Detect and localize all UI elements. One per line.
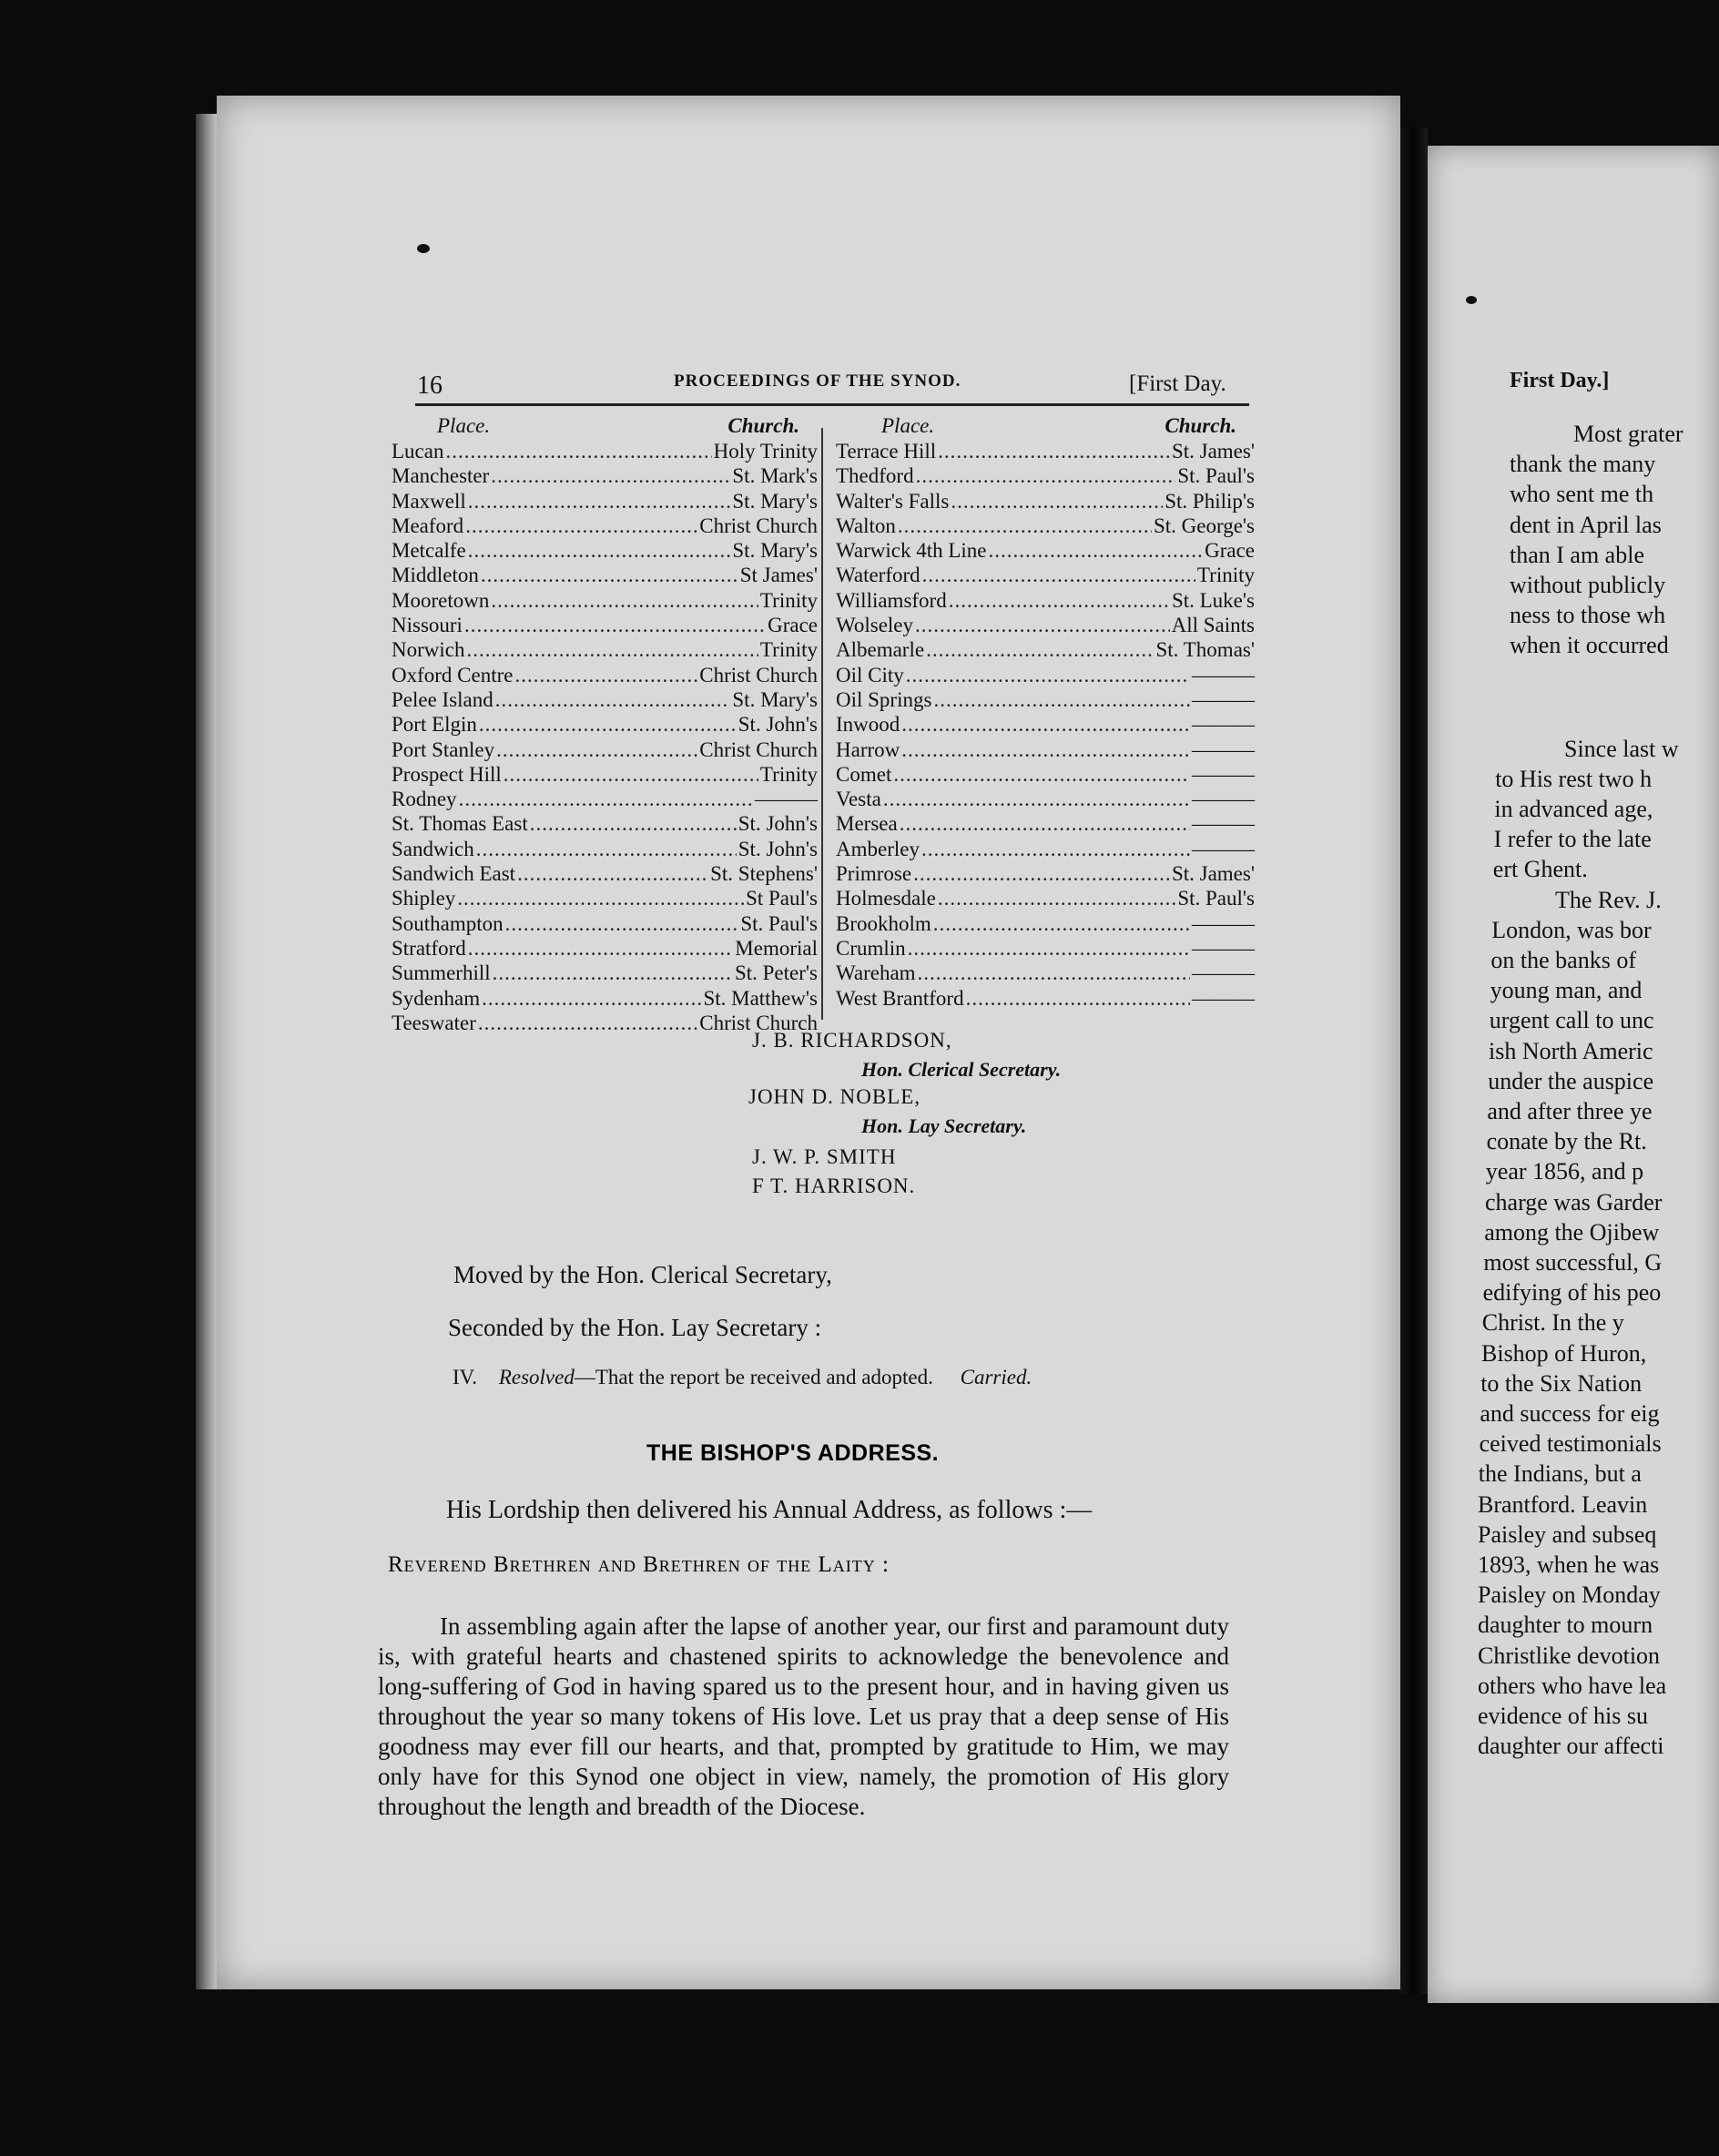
- right-page-line: evidence of his su: [1478, 1703, 1649, 1729]
- church-name: St. Philip's: [1165, 489, 1255, 513]
- leader-dots: [901, 713, 1190, 737]
- leader-dots: [951, 490, 1163, 514]
- church-name: Trinity: [759, 638, 818, 662]
- place-name: Primrose: [836, 862, 912, 886]
- parish-row: [392, 838, 818, 862]
- place-name: Nissouri: [392, 614, 463, 637]
- salutation: Reverend Brethren and Brethren of the Laity :: [388, 1552, 890, 1577]
- parish-row: [836, 763, 1255, 788]
- page-number: 16: [417, 371, 442, 400]
- church-name: ———: [1192, 788, 1255, 811]
- leader-dots: [496, 738, 697, 762]
- right-page-line: and success for eig: [1480, 1400, 1660, 1427]
- place-name: Middleton: [392, 564, 479, 587]
- right-page-line: to the Six Nation: [1480, 1369, 1643, 1397]
- right-page-line: and after three ye: [1487, 1098, 1653, 1124]
- leader-dots: [908, 937, 1190, 961]
- place-name: Oil City: [836, 663, 904, 686]
- leader-dots: [918, 961, 1190, 985]
- parish-row: [392, 440, 818, 464]
- right-page-line: The Rev. J.: [1555, 886, 1662, 913]
- place-name: Teeswater: [392, 1011, 476, 1034]
- parish-row: [392, 664, 818, 688]
- place-header: Place.: [881, 414, 935, 437]
- place-name: Holmesdale: [836, 887, 936, 910]
- leader-dots: [503, 763, 758, 787]
- parish-row: [392, 464, 818, 489]
- parish-row: [392, 490, 818, 514]
- parish-row: [836, 514, 1255, 539]
- church-name: St. John's: [737, 837, 818, 860]
- place-name: Prospect Hill: [392, 762, 502, 786]
- leader-dots: [491, 464, 730, 488]
- leader-dots: [465, 514, 697, 538]
- leader-dots: [921, 838, 1190, 861]
- right-page-line: others who have lea: [1478, 1672, 1667, 1699]
- column-header: [836, 414, 1255, 440]
- parish-row: [836, 614, 1255, 638]
- carried-label: Carried.: [960, 1366, 1032, 1388]
- parish-row: [392, 788, 818, 812]
- place-name: Wolseley: [836, 614, 914, 637]
- church-name: ———: [1192, 911, 1255, 935]
- right-page-line: to His rest two h: [1495, 765, 1653, 792]
- leader-dots: [445, 440, 711, 463]
- place-name: Oxford Centre: [392, 663, 514, 686]
- place-name: Maxwell: [392, 489, 466, 513]
- parish-row: [836, 638, 1255, 663]
- church-name: Christ Church: [699, 514, 818, 537]
- parish-row: [836, 440, 1255, 464]
- church-name: St. Mary's: [732, 687, 818, 711]
- leader-dots: [922, 564, 1195, 587]
- church-name: St. John's: [737, 812, 818, 836]
- right-page-line: ish North Americ: [1489, 1037, 1653, 1064]
- parish-row: [836, 838, 1255, 862]
- right-page-line: Brantford. Leavin: [1478, 1490, 1648, 1518]
- signatory-name: JOHN D. NOBLE,: [748, 1085, 921, 1108]
- right-page-line: I refer to the late: [1493, 826, 1652, 853]
- leader-dots: [515, 664, 698, 687]
- church-name: St. Luke's: [1171, 588, 1255, 612]
- church-name: Christ Church: [699, 663, 818, 686]
- right-page-line: Christ. In the y: [1481, 1309, 1624, 1337]
- church-name: St. Matthew's: [703, 986, 818, 1010]
- place-name: Manchester: [392, 464, 490, 488]
- ink-speck: [1466, 296, 1477, 304]
- leader-dots: [915, 614, 1170, 637]
- place-name: Port Elgin: [392, 713, 477, 737]
- parish-row: [836, 539, 1255, 564]
- leader-dots: [495, 688, 731, 712]
- leader-dots: [479, 713, 737, 737]
- ink-speck: [417, 244, 430, 253]
- leader-dots: [933, 688, 1190, 712]
- right-page-line: Paisley and subseq: [1478, 1520, 1657, 1548]
- place-name: Inwood: [836, 713, 900, 737]
- parish-row: [392, 987, 818, 1012]
- church-name: ———: [755, 788, 818, 811]
- parish-row: [392, 961, 818, 986]
- right-page-line: Paisley on Monday: [1478, 1581, 1661, 1609]
- right-page-line: ness to those wh: [1510, 602, 1666, 629]
- right-page-line: most successful, G: [1483, 1249, 1663, 1276]
- leader-dots: [938, 440, 1170, 463]
- place-name: Pelee Island: [392, 687, 493, 711]
- church-name: St. Mark's: [732, 464, 818, 488]
- right-page-line: Since last w: [1564, 735, 1679, 762]
- place-name: Mersea: [836, 812, 898, 836]
- right-page-line: edifying of his peo: [1482, 1279, 1662, 1307]
- column-header: [392, 414, 818, 440]
- parish-row: [392, 638, 818, 663]
- right-page-line: dent in April las: [1510, 511, 1662, 538]
- leader-dots: [900, 812, 1190, 836]
- parish-row: [392, 887, 818, 911]
- right-page-line: when it occurred: [1510, 632, 1669, 659]
- parish-row: [836, 862, 1255, 887]
- church-name: Trinity: [759, 762, 818, 786]
- place-name: Walton: [836, 514, 896, 537]
- church-name: St. Thomas': [1155, 638, 1255, 662]
- leader-dots: [988, 539, 1203, 563]
- resolution-text: —That the report be received and adopted.: [574, 1366, 933, 1388]
- parish-row: [392, 589, 818, 614]
- leader-dots: [933, 912, 1190, 936]
- right-page-line: daughter to mourn: [1478, 1612, 1653, 1639]
- place-name: Sandwich: [392, 837, 474, 860]
- parish-row: [836, 688, 1255, 713]
- parish-row: [836, 464, 1255, 489]
- parish-row: [836, 987, 1255, 1012]
- place-name: Comet: [836, 762, 892, 786]
- place-name: Crumlin: [836, 936, 906, 960]
- place-name: Rodney: [392, 788, 457, 811]
- church-name: ———: [1192, 687, 1255, 711]
- place-name: Terrace Hill: [836, 440, 937, 463]
- right-page-header: First Day.]: [1510, 369, 1610, 392]
- church-header: Church.: [727, 414, 799, 437]
- header-rule: [415, 403, 1249, 406]
- signatory-name: F T. HARRISON.: [752, 1175, 916, 1197]
- right-page-line: conate by the Rt.: [1486, 1128, 1647, 1155]
- church-name: St. Stephens': [710, 862, 818, 886]
- parish-row: [392, 738, 818, 763]
- leader-dots: [468, 539, 731, 563]
- right-page-line: the Indians, but a: [1478, 1460, 1642, 1488]
- leader-dots: [481, 564, 738, 587]
- motion-moved: Moved by the Hon. Clerical Secretary,: [453, 1261, 832, 1288]
- leader-dots: [926, 638, 1154, 662]
- right-page-line: year 1856, and p: [1485, 1158, 1644, 1185]
- section-heading: THE BISHOP'S ADDRESS.: [646, 1440, 940, 1466]
- church-name: Trinity: [1196, 564, 1255, 587]
- place-name: Norwich: [392, 638, 465, 662]
- signatory-name: J. B. RICHARDSON,: [752, 1029, 952, 1052]
- leader-dots: [491, 589, 758, 613]
- church-name: St. Peter's: [734, 961, 818, 985]
- leader-dots: [530, 812, 737, 836]
- leader-dots: [938, 887, 1175, 910]
- church-name: St. Mary's: [732, 539, 818, 563]
- parish-row: [392, 862, 818, 887]
- leader-dots: [493, 961, 733, 985]
- place-name: Lucan: [392, 440, 444, 463]
- leader-dots: [466, 638, 758, 662]
- parish-row: [392, 937, 818, 961]
- place-name: Walter's Falls: [836, 489, 950, 513]
- parish-row: [836, 713, 1255, 737]
- right-page-line: without publicly: [1510, 572, 1666, 598]
- leader-dots: [459, 788, 753, 811]
- place-name: Warwick 4th Line: [836, 539, 987, 563]
- motion-seconded: Seconded by the Hon. Lay Secretary :: [448, 1314, 822, 1341]
- place-header: Place.: [437, 414, 491, 437]
- church-name: ———: [1192, 837, 1255, 860]
- church-name: St. James': [1171, 862, 1255, 886]
- column-divider: [821, 428, 823, 1020]
- church-header: Church.: [1165, 414, 1236, 437]
- signatory-role: Hon. Lay Secretary.: [861, 1114, 1027, 1137]
- church-name: All Saints: [1171, 614, 1255, 637]
- right-page-line: London, was bor: [1491, 916, 1652, 943]
- right-page-line: Bishop of Huron,: [1481, 1339, 1647, 1367]
- parish-row: [836, 912, 1255, 937]
- leader-dots: [949, 589, 1170, 613]
- leader-dots: [893, 763, 1190, 787]
- leader-dots: [898, 514, 1152, 538]
- place-name: Oil Springs: [836, 687, 932, 711]
- signatory-name: J. W. P. SMITH: [752, 1145, 897, 1168]
- parish-row: [392, 912, 818, 937]
- leader-dots: [478, 1012, 697, 1035]
- church-name: St. George's: [1153, 514, 1255, 537]
- church-name: St. Paul's: [740, 911, 818, 935]
- church-name: Christ Church: [699, 737, 818, 761]
- place-name: Stratford: [392, 936, 466, 960]
- right-page-line: in advanced age,: [1494, 796, 1653, 822]
- parish-row: [392, 812, 818, 837]
- leader-dots: [966, 987, 1190, 1011]
- right-page-line: urgent call to unc: [1489, 1007, 1654, 1034]
- right-page-line: charge was Garder: [1485, 1188, 1663, 1215]
- church-name: ———: [1192, 713, 1255, 737]
- address-intro: His Lordship then delivered his Annual Address, as follows :—: [446, 1496, 1093, 1524]
- right-page-line: on the banks of: [1490, 947, 1636, 973]
- leader-dots: [913, 862, 1170, 886]
- place-name: West Brantford: [836, 986, 964, 1010]
- running-day: [First Day.: [1129, 371, 1226, 396]
- right-page-line: than I am able: [1510, 541, 1644, 568]
- address-body: In assembling again after the lapse of another year, our first and paramount duty is, with grateful hearts and chastened spirits to acknowledge the benevolence and long-suffering of God in having spared us to the present hour, and in having given us throughout the year so many tokens of His love. Let us pray that a deep sense of His goodness may ever fill our hearts, and that, prompted by gratitude to Him, we may only have for this Synod one object in view, namely, the promotion of His glory throughout the length and breadth of the Diocese.: [378, 1612, 1229, 1820]
- leader-dots: [505, 912, 739, 936]
- resolution-number: IV.: [453, 1366, 478, 1388]
- place-name: Port Stanley: [392, 737, 495, 761]
- place-name: Metcalfe: [392, 539, 466, 563]
- right-page-line: who sent me th: [1510, 481, 1654, 508]
- place-name: Williamsford: [836, 588, 947, 612]
- place-name: Wareham: [836, 961, 916, 985]
- leader-dots: [906, 664, 1190, 687]
- parish-row: [836, 812, 1255, 837]
- running-title: PROCEEDINGS OF THE SYNOD.: [674, 371, 961, 391]
- resolved-label: Resolved: [498, 1366, 575, 1388]
- signatory-role: Hon. Clerical Secretary.: [861, 1058, 1062, 1081]
- church-name: St Paul's: [746, 887, 818, 910]
- right-page-line: ceived testimonials: [1479, 1430, 1662, 1458]
- place-name: Albemarle: [836, 638, 925, 662]
- leader-dots: [901, 738, 1190, 762]
- parish-row: [836, 738, 1255, 763]
- right-page-line: daughter our affecti: [1478, 1733, 1664, 1760]
- church-name: ———: [1192, 961, 1255, 985]
- parish-row: [392, 564, 818, 588]
- leader-dots: [883, 788, 1190, 811]
- parish-row: [836, 589, 1255, 614]
- church-name: St. Paul's: [1177, 887, 1255, 910]
- leader-dots: [916, 464, 1176, 488]
- church-name: St James': [739, 564, 818, 587]
- place-name: Summerhill: [392, 961, 491, 985]
- parish-row: [836, 887, 1255, 911]
- right-page-line: thank the many: [1510, 451, 1656, 478]
- church-name: Christ Church: [699, 1011, 818, 1034]
- place-name: Brookholm: [836, 911, 931, 935]
- parish-row: [392, 539, 818, 564]
- parish-row: [836, 664, 1255, 688]
- right-page-line: 1893, when he was: [1478, 1551, 1660, 1578]
- leader-dots: [468, 937, 734, 961]
- parish-row: [836, 788, 1255, 812]
- church-name: Trinity: [759, 588, 818, 612]
- place-name: Mooretown: [392, 588, 490, 612]
- church-name: ———: [1192, 812, 1255, 836]
- right-page-line: ert Ghent.: [1492, 856, 1588, 883]
- leader-dots: [476, 838, 737, 861]
- parish-row: [392, 688, 818, 713]
- parish-list-left: [392, 414, 818, 1036]
- place-name: Southampton: [392, 911, 503, 935]
- place-name: Shipley: [392, 887, 456, 910]
- parish-row: [836, 490, 1255, 514]
- parish-row: [836, 961, 1255, 986]
- church-name: ———: [1192, 936, 1255, 960]
- place-name: Meaford: [392, 514, 464, 537]
- church-name: Grace: [1205, 539, 1255, 563]
- church-name: St. Mary's: [732, 489, 818, 513]
- place-name: Thedford: [836, 464, 914, 488]
- parish-row: [836, 937, 1255, 961]
- place-name: Sandwich East: [392, 862, 516, 886]
- church-name: ———: [1192, 737, 1255, 761]
- parish-row: [836, 564, 1255, 588]
- church-name: Memorial: [735, 936, 818, 960]
- right-page: [1428, 146, 1719, 2003]
- leader-dots: [457, 887, 744, 910]
- place-name: Sydenham: [392, 986, 481, 1010]
- place-name: Waterford: [836, 564, 921, 587]
- church-name: ———: [1192, 663, 1255, 686]
- right-page-line: young man, and: [1490, 977, 1643, 1004]
- church-name: Grace: [768, 614, 818, 637]
- church-name: St. John's: [737, 713, 818, 737]
- resolution-line: [453, 1366, 1032, 1389]
- book-gutter: [1400, 127, 1428, 1994]
- parish-row: [392, 614, 818, 638]
- church-name: ———: [1192, 986, 1255, 1010]
- church-name: Holy Trinity: [713, 440, 818, 463]
- parish-row: [392, 713, 818, 737]
- church-name: ———: [1192, 762, 1255, 786]
- leader-dots: [468, 490, 731, 514]
- right-page-line: among the Ojibew: [1484, 1218, 1660, 1246]
- right-page-line: Most grater: [1573, 421, 1683, 447]
- place-name: Harrow: [836, 737, 900, 761]
- right-page-line: Christlike devotion: [1478, 1642, 1661, 1669]
- right-page-line: under the auspice: [1488, 1067, 1654, 1094]
- place-name: Amberley: [836, 837, 920, 860]
- leader-dots: [464, 614, 766, 637]
- parish-row: [392, 763, 818, 788]
- church-name: St. James': [1171, 440, 1255, 463]
- parish-row: [392, 514, 818, 539]
- place-name: Vesta: [836, 788, 881, 811]
- church-name: St. Paul's: [1177, 464, 1255, 488]
- place-name: St. Thomas East: [392, 812, 528, 836]
- leader-dots: [517, 862, 708, 886]
- leader-dots: [482, 987, 701, 1011]
- parish-list-right: [836, 414, 1255, 1012]
